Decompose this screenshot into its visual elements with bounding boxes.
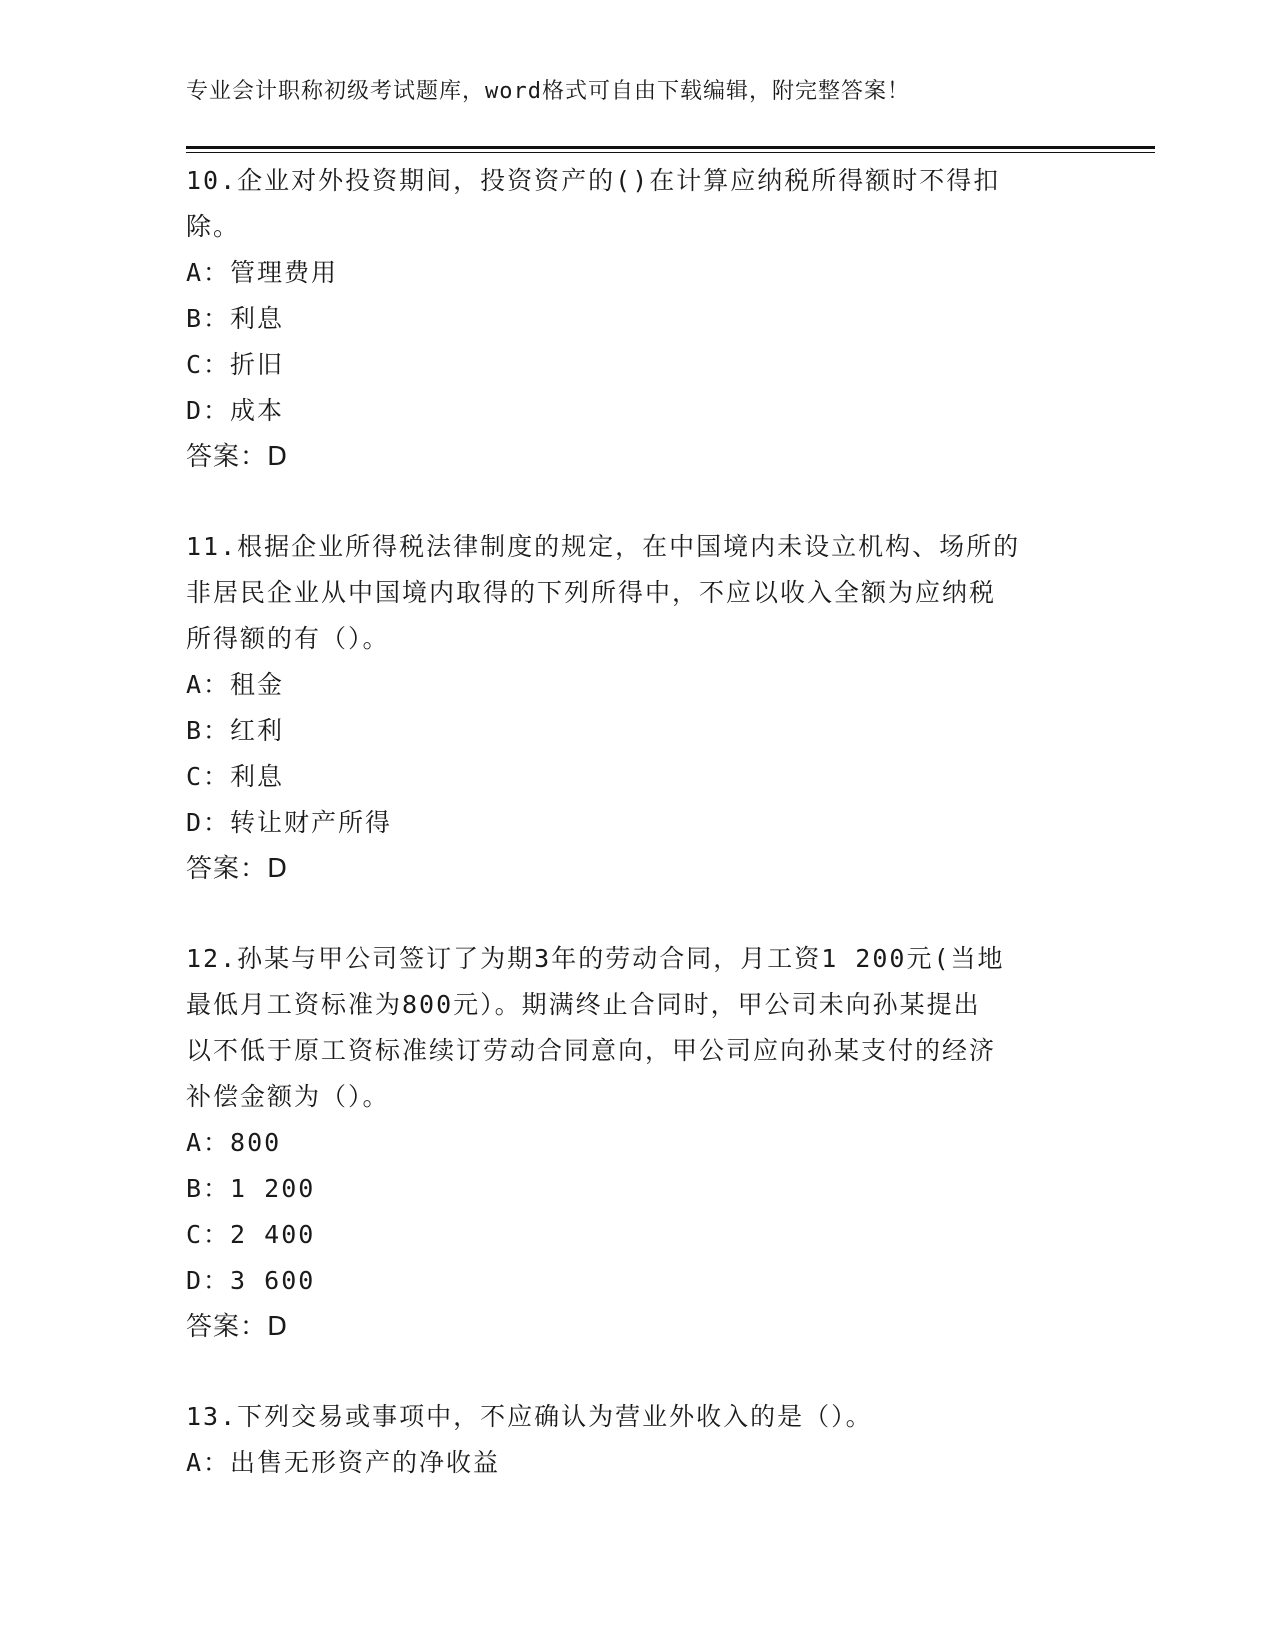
question-stem-line: 以不低于原工资标准续订劳动合同意向，甲公司应向孙某支付的经济 xyxy=(186,1036,997,1065)
question-10 xyxy=(186,158,1086,480)
question-stem-line: 13.下列交易或事项中，不应确认为营业外收入的是（）。 xyxy=(186,1402,873,1431)
option-d: D：成本 xyxy=(186,396,285,425)
question-stem-line: 所得额的有（）。 xyxy=(186,624,390,653)
question-stem-line: 10.企业对外投资期间，投资资产的()在计算应纳税所得额时不得扣 xyxy=(186,166,1001,195)
answer: 答案：D xyxy=(186,854,289,884)
option-c: C：折旧 xyxy=(186,350,285,379)
option-a: A：管理费用 xyxy=(186,258,339,287)
option-c: C：2 400 xyxy=(186,1220,316,1249)
question-stem-line: 补偿金额为（）。 xyxy=(186,1082,390,1111)
option-a: A：租金 xyxy=(186,670,285,699)
header-rule-thick xyxy=(186,146,1155,149)
option-a: A：800 xyxy=(186,1128,282,1157)
question-12 xyxy=(186,936,1086,1350)
answer: 答案：D xyxy=(186,1312,289,1342)
option-b: B：红利 xyxy=(186,716,285,745)
answer: 答案：D xyxy=(186,442,289,472)
question-stem-line: 12.孙某与甲公司签订了为期3年的劳动合同，月工资1 200元(当地 xyxy=(186,944,1005,973)
option-b: B：1 200 xyxy=(186,1174,316,1203)
header-rule-thin xyxy=(186,152,1155,153)
option-a: A：出售无形资产的净收益 xyxy=(186,1448,501,1477)
question-stem-line: 除。 xyxy=(186,212,241,241)
question-list xyxy=(186,158,1086,1486)
question-11 xyxy=(186,524,1086,892)
option-c: C：利息 xyxy=(186,762,285,791)
option-d: D：3 600 xyxy=(186,1266,316,1295)
option-d: D：转让财产所得 xyxy=(186,808,393,837)
option-b: B：利息 xyxy=(186,304,285,333)
question-stem-line: 最低月工资标准为800元）。期满终止合同时，甲公司未向孙某提出 xyxy=(186,990,981,1019)
question-stem-line: 11.根据企业所得税法律制度的规定，在中国境内未设立机构、场所的 xyxy=(186,532,1021,561)
question-stem-line: 非居民企业从中国境内取得的下列所得中，不应以收入全额为应纳税 xyxy=(186,578,997,607)
question-13 xyxy=(186,1394,1086,1486)
header-note: 专业会计职称初级考试题库，word格式可自由下载编辑，附完整答案！ xyxy=(186,79,910,104)
